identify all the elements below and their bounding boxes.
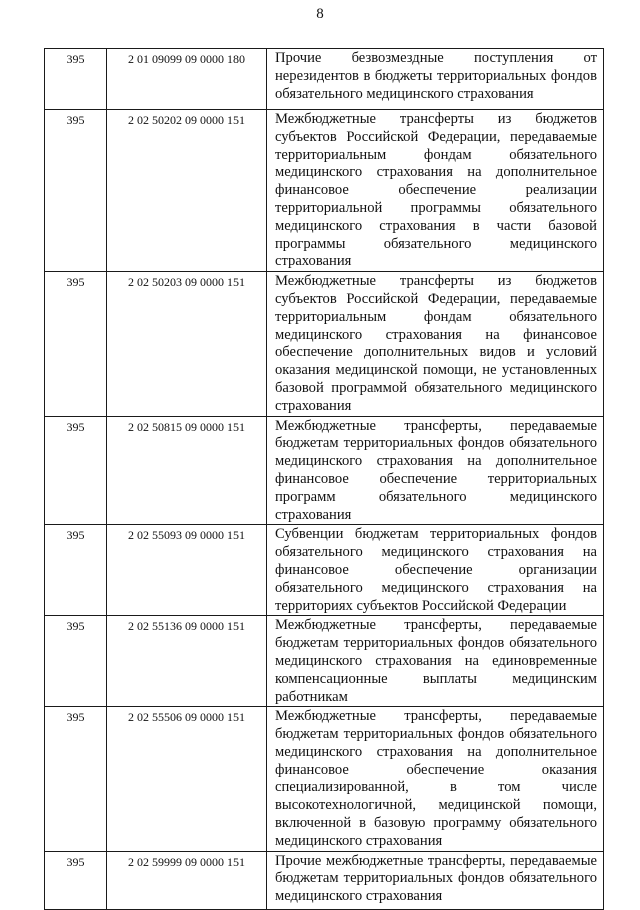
admin-code-cell: 395 (45, 49, 107, 110)
revenue-name-cell (267, 525, 604, 616)
revenue-name-cell (267, 707, 604, 851)
revenue-name-text: Межбюджетные трансферты, передаваемые бюджетам территориальных фондов обязательного медицинского страхования на единовременные компенсационные выплаты медицинским работникам (275, 617, 597, 705)
admin-code-cell: 395 (45, 616, 107, 707)
table-row (45, 707, 604, 851)
table-row (45, 616, 604, 707)
budget-code-cell: 2 01 09099 09 0000 180 (107, 49, 267, 110)
budget-code-cell: 2 02 55136 09 0000 151 (107, 616, 267, 707)
admin-code-cell: 395 (45, 707, 107, 851)
revenue-name-text: Межбюджетные трансферты, передаваемые бюджетам территориальных фондов обязательного медицинского страхования на дополнительное финансовое обеспечение территориальных программ обязательного медицинского страхования (275, 417, 597, 523)
revenue-name-cell (267, 851, 604, 909)
admin-code-cell: 395 (45, 851, 107, 909)
table-row (45, 272, 604, 416)
revenue-name-cell (267, 49, 604, 110)
admin-code-cell: 395 (45, 272, 107, 416)
revenue-name-text: Прочие межбюджетные трансферты, передаваемые бюджетам территориальных фондов обязательного медицинского страхования (275, 852, 597, 905)
revenue-name-text: Межбюджетные трансферты из бюджетов субъектов Российской Федерации, передаваемые территориальным фондам обязательного медицинского страхования на дополнительное финансовое обеспечение реализации территориальной программы обязательного медицинского страхования в части базовой программы обязательного медицинского страхования (275, 111, 597, 270)
revenue-name-text: Прочие безвозмездные поступления от нерезидентов в бюджеты территориальных фондов обязательного медицинского страхования (275, 50, 597, 102)
revenue-name-cell (267, 416, 604, 525)
revenue-name-text: Межбюджетные трансферты, передаваемые бюджетам территориальных фондов обязательного медицинского страхования на дополнительное финансовое обеспечение оказания специализированной, в том числе высокотехнологичной, медицинской помощи, включенной в базовую программу обязательного медицинского страхования (275, 708, 597, 849)
budget-code-cell: 2 02 55506 09 0000 151 (107, 707, 267, 851)
table-row (45, 851, 604, 909)
admin-code-cell: 395 (45, 110, 107, 272)
admin-code-cell: 395 (45, 525, 107, 616)
budget-code-cell: 2 02 55093 09 0000 151 (107, 525, 267, 616)
revenue-name-text: Субвенции бюджетам территориальных фондов обязательного медицинского страхования на финансовое обеспечение организации обязательного медицинского страхования на территориях субъектов Российской Федерации (275, 526, 597, 614)
table-row (45, 416, 604, 525)
table-row (45, 110, 604, 272)
revenue-name-text: Межбюджетные трансферты из бюджетов субъектов Российской Федерации, передаваемые территориальным фондам обязательного медицинского страхования на финансовое обеспечение дополнительных видов и условий оказания медицинской помощи, не установленных базовой программой обязательного медицинского страхования (275, 273, 597, 414)
budget-code-cell: 2 02 59999 09 0000 151 (107, 851, 267, 909)
budget-code-cell: 2 02 50203 09 0000 151 (107, 272, 267, 416)
revenue-name-cell (267, 272, 604, 416)
revenue-name-cell (267, 110, 604, 272)
budget-classification-table (44, 48, 604, 910)
budget-code-cell: 2 02 50815 09 0000 151 (107, 416, 267, 525)
admin-code-cell: 395 (45, 416, 107, 525)
budget-code-cell: 2 02 50202 09 0000 151 (107, 110, 267, 272)
page-number: 8 (316, 6, 324, 22)
revenue-name-cell (267, 616, 604, 707)
table-row (45, 525, 604, 616)
table-row (45, 49, 604, 110)
